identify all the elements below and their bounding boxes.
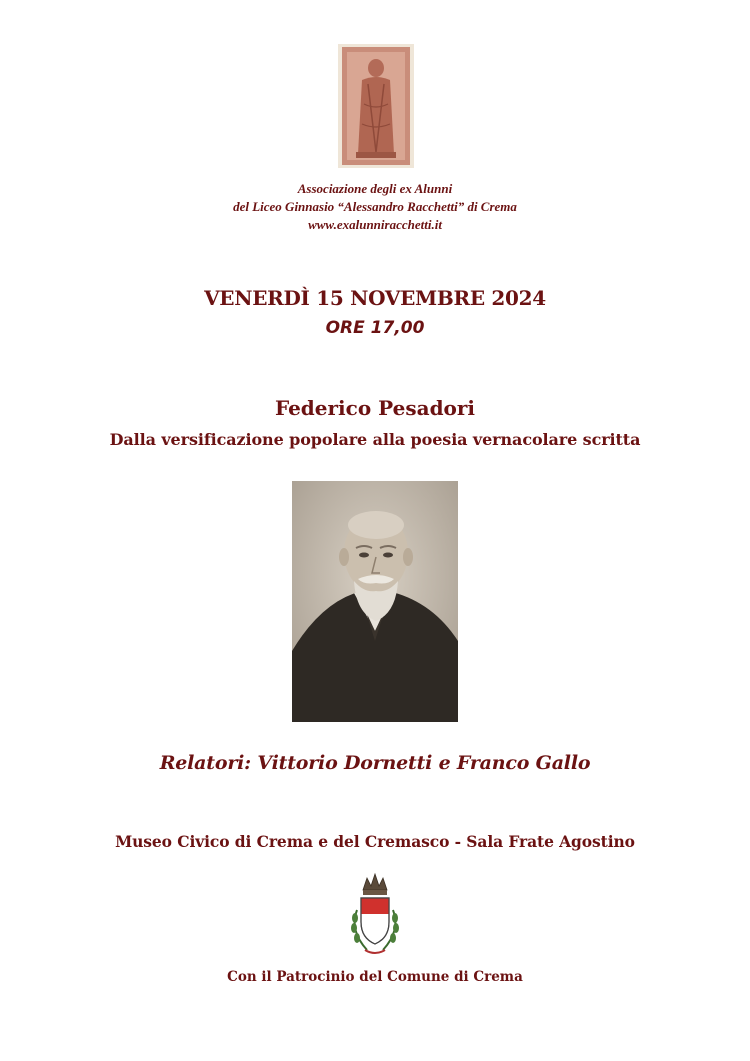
event-date: VENERDÌ 15 NOVEMBRE 2024 [204, 286, 546, 310]
talk-title: Dalla versificazione popolare alla poesia vernacolare scritta [109, 430, 641, 449]
patronage-line: Con il Patrocinio del Comune di Crema [227, 969, 523, 985]
subject-name: Federico Pesadori [274, 396, 476, 420]
portrait-photo [292, 481, 458, 722]
association-school: del Liceo Ginnasio “Alessandro Racchetti” di Crema [233, 199, 517, 214]
association-name: Associazione degli ex Alunni [297, 181, 453, 196]
venue-line: Museo Civico di Crema e del Cremasco - Sala Frate Agostino [115, 832, 635, 851]
crema-coat-of-arms-icon [345, 870, 405, 956]
event-time: ORE 17,00 [325, 318, 425, 338]
relief-sculpture-logo [338, 44, 414, 168]
speakers-line: Relatori: Vittorio Dornetti e Franco Gallo [159, 752, 591, 774]
association-website: www.exalunniracchetti.it [308, 217, 442, 232]
